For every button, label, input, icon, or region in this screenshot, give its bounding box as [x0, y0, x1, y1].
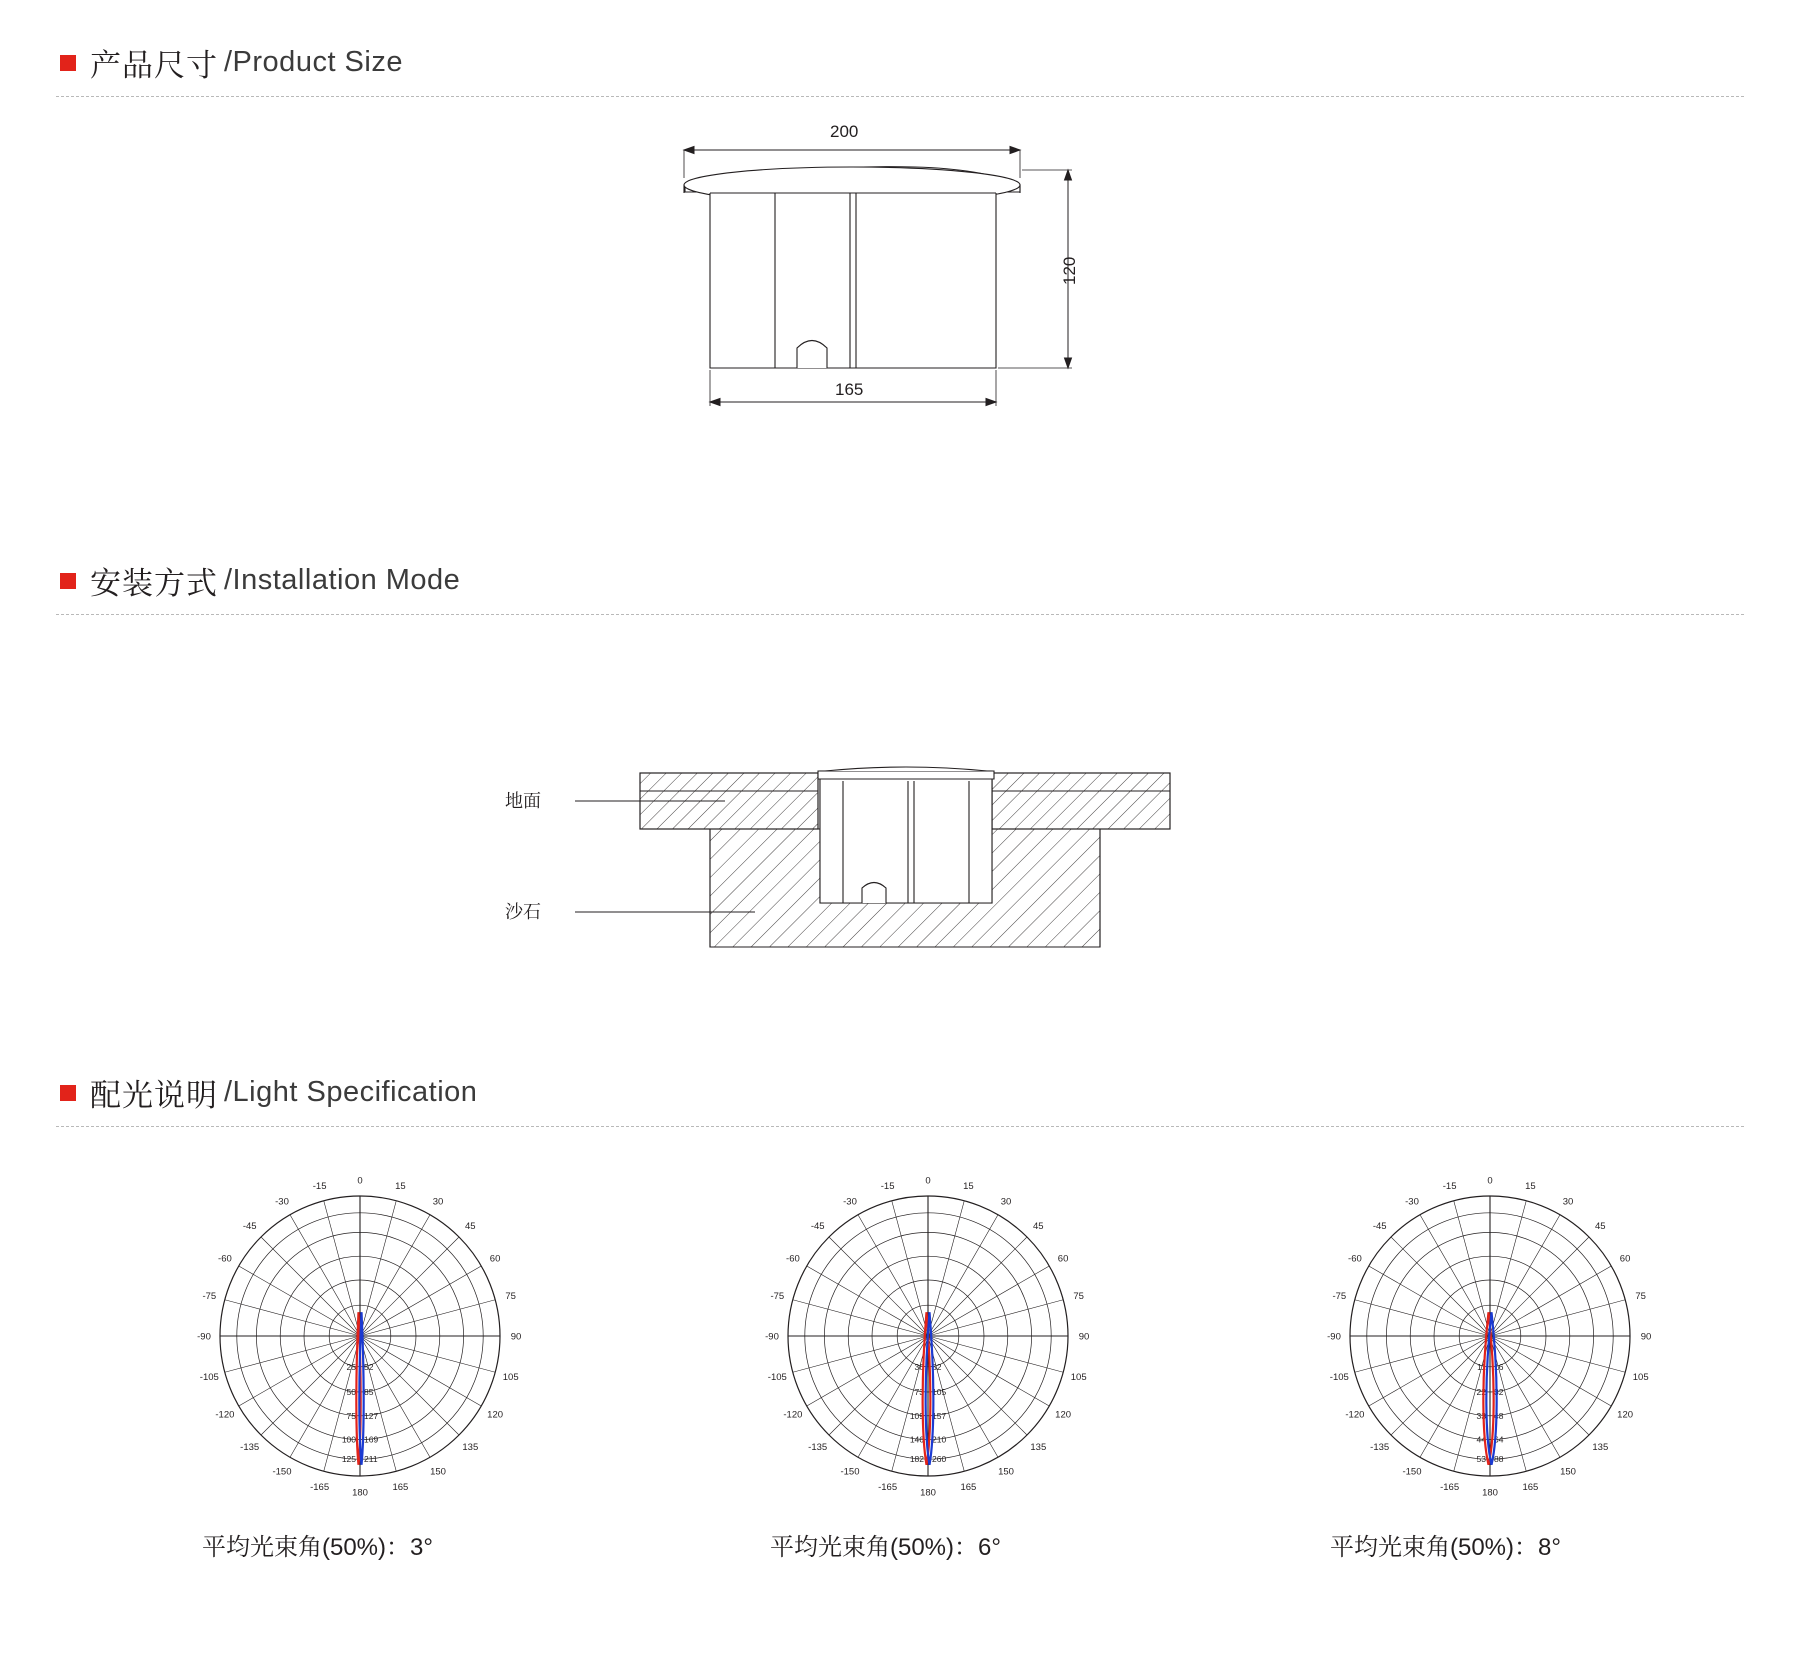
svg-text:-105: -105 — [1329, 1371, 1349, 1383]
svg-text:0: 0 — [357, 1175, 363, 1187]
svg-text:60: 60 — [1619, 1253, 1631, 1265]
installation-svg — [575, 755, 1235, 1025]
svg-text:210: 210 — [932, 1434, 947, 1445]
svg-text:45: 45 — [1033, 1221, 1044, 1233]
svg-text:150: 150 — [430, 1466, 446, 1478]
svg-text:-60: -60 — [1348, 1253, 1362, 1265]
svg-text:36: 36 — [914, 1361, 924, 1372]
svg-text:-135: -135 — [808, 1441, 828, 1453]
divider-product-size — [56, 96, 1744, 97]
svg-text:32: 32 — [1494, 1387, 1504, 1397]
svg-text:52: 52 — [932, 1361, 942, 1372]
svg-text:-105: -105 — [199, 1371, 219, 1383]
section-title-cn: 安装方式 — [90, 566, 218, 601]
product-size-drawing — [660, 122, 1120, 460]
section-title-cn: 产品尺寸 — [90, 48, 218, 83]
svg-text:25: 25 — [346, 1361, 356, 1372]
svg-text:182: 182 — [909, 1454, 924, 1465]
svg-text:30: 30 — [1562, 1196, 1574, 1208]
red-square-marker-icon — [60, 573, 76, 589]
polar-chart-1 — [180, 1168, 540, 1508]
svg-text:-75: -75 — [202, 1291, 217, 1303]
svg-text:90: 90 — [1078, 1331, 1090, 1343]
label-ground: 地面 — [505, 791, 541, 811]
svg-text:75: 75 — [1073, 1291, 1084, 1303]
svg-text:60: 60 — [1057, 1253, 1069, 1265]
svg-text:105: 105 — [1632, 1371, 1649, 1383]
section-header-product-size — [60, 40, 403, 85]
svg-text:135: 135 — [462, 1441, 479, 1453]
svg-text:-90: -90 — [1327, 1331, 1341, 1343]
svg-text:-75: -75 — [770, 1291, 785, 1303]
svg-text:-150: -150 — [272, 1466, 292, 1478]
svg-text:-150: -150 — [840, 1466, 860, 1478]
polar-chart-3 — [1310, 1168, 1670, 1508]
dimension-bottom-label: 165 — [835, 380, 864, 399]
svg-text:260: 260 — [932, 1454, 947, 1465]
svg-text:-15: -15 — [1442, 1180, 1457, 1192]
svg-text:64: 64 — [1494, 1434, 1504, 1445]
svg-text:88: 88 — [1494, 1454, 1504, 1465]
section-title-en: /Light Specification — [224, 1076, 478, 1108]
dimension-top-label: 200 — [830, 122, 859, 141]
svg-text:16: 16 — [1494, 1361, 1504, 1372]
svg-text:-45: -45 — [242, 1221, 257, 1233]
svg-text:0: 0 — [925, 1175, 931, 1187]
polar-diagram-svg-3 — [1310, 1168, 1670, 1508]
chart-caption-3: 平均光束角(50%)：8° — [1330, 1534, 1561, 1561]
svg-text:-165: -165 — [1440, 1482, 1460, 1494]
svg-text:-135: -135 — [1370, 1441, 1390, 1453]
section-header-installation-mode — [60, 558, 460, 603]
svg-text:-105: -105 — [767, 1371, 787, 1383]
svg-text:135: 135 — [1030, 1441, 1047, 1453]
svg-text:-30: -30 — [275, 1196, 289, 1208]
svg-text:-75: -75 — [1332, 1291, 1347, 1303]
svg-text:211: 211 — [364, 1454, 378, 1465]
svg-text:85: 85 — [364, 1387, 374, 1397]
svg-text:-90: -90 — [197, 1331, 211, 1343]
svg-text:-30: -30 — [1405, 1196, 1419, 1208]
svg-text:33: 33 — [1476, 1410, 1486, 1421]
svg-text:105: 105 — [932, 1387, 947, 1397]
svg-text:75: 75 — [1635, 1291, 1646, 1303]
red-square-marker-icon — [60, 1085, 76, 1101]
label-sand-gravel: 沙石 — [505, 902, 541, 922]
chart-caption-2: 平均光束角(50%)：6° — [770, 1534, 1001, 1561]
section-title-en: /Product Size — [224, 46, 403, 78]
polar-diagram-svg-1 — [180, 1168, 540, 1508]
svg-text:120: 120 — [1055, 1409, 1072, 1421]
svg-text:60: 60 — [489, 1253, 501, 1265]
svg-text:180: 180 — [920, 1487, 936, 1499]
svg-text:44: 44 — [1476, 1434, 1486, 1445]
polar-diagram-svg-2 — [748, 1168, 1108, 1508]
svg-text:48: 48 — [1494, 1410, 1504, 1421]
svg-text:45: 45 — [1595, 1221, 1606, 1233]
svg-text:-120: -120 — [783, 1409, 803, 1421]
svg-text:105: 105 — [502, 1371, 519, 1383]
section-title-en: /Installation Mode — [224, 564, 461, 596]
svg-text:53: 53 — [1476, 1454, 1486, 1465]
svg-text:-120: -120 — [1345, 1409, 1365, 1421]
svg-text:157: 157 — [932, 1410, 947, 1421]
polar-chart-2 — [748, 1168, 1108, 1508]
svg-text:165: 165 — [392, 1482, 409, 1494]
svg-text:30: 30 — [1000, 1196, 1012, 1208]
dimension-right-label: 120 — [1060, 256, 1079, 285]
svg-text:90: 90 — [1640, 1331, 1652, 1343]
svg-text:135: 135 — [1592, 1441, 1609, 1453]
installation-drawing — [505, 755, 1235, 1025]
svg-text:-90: -90 — [765, 1331, 779, 1343]
svg-text:127: 127 — [364, 1410, 379, 1421]
svg-text:-60: -60 — [218, 1253, 232, 1265]
svg-text:-150: -150 — [1402, 1466, 1422, 1478]
svg-text:120: 120 — [1617, 1409, 1634, 1421]
svg-text:180: 180 — [1482, 1487, 1498, 1499]
svg-text:125: 125 — [341, 1454, 356, 1465]
chart-caption-1: 平均光束角(50%)：3° — [202, 1534, 433, 1561]
svg-text:165: 165 — [1522, 1482, 1539, 1494]
svg-text:73: 73 — [914, 1387, 924, 1397]
svg-text:75: 75 — [346, 1410, 356, 1421]
svg-text:-135: -135 — [240, 1441, 260, 1453]
svg-text:-45: -45 — [810, 1221, 825, 1233]
svg-text:109: 109 — [909, 1410, 924, 1421]
svg-text:150: 150 — [998, 1466, 1014, 1478]
svg-text:-15: -15 — [312, 1180, 327, 1192]
svg-text:120: 120 — [487, 1409, 504, 1421]
svg-text:11: 11 — [1477, 1361, 1486, 1372]
svg-text:15: 15 — [1525, 1180, 1536, 1192]
svg-text:-30: -30 — [843, 1196, 857, 1208]
svg-text:165: 165 — [960, 1482, 977, 1494]
svg-text:90: 90 — [510, 1331, 522, 1343]
svg-text:15: 15 — [963, 1180, 974, 1192]
svg-text:146: 146 — [909, 1434, 924, 1445]
svg-text:-60: -60 — [786, 1253, 800, 1265]
section-header-light-specification — [60, 1070, 477, 1115]
product-size-svg — [660, 130, 1120, 460]
svg-text:-165: -165 — [878, 1482, 898, 1494]
divider-installation-mode — [56, 614, 1744, 615]
red-square-marker-icon — [60, 55, 76, 71]
svg-text:30: 30 — [432, 1196, 444, 1208]
svg-text:-165: -165 — [310, 1482, 330, 1494]
svg-text:150: 150 — [1560, 1466, 1576, 1478]
svg-text:105: 105 — [1070, 1371, 1087, 1383]
svg-text:0: 0 — [1487, 1175, 1493, 1187]
section-title-cn: 配光说明 — [90, 1078, 218, 1113]
svg-text:100: 100 — [341, 1434, 356, 1445]
svg-text:52: 52 — [364, 1361, 374, 1372]
svg-text:50: 50 — [346, 1387, 356, 1397]
svg-text:22: 22 — [1476, 1387, 1486, 1397]
svg-text:-15: -15 — [880, 1180, 895, 1192]
svg-text:75: 75 — [505, 1291, 516, 1303]
svg-text:-120: -120 — [215, 1409, 235, 1421]
svg-text:-45: -45 — [1372, 1221, 1387, 1233]
svg-text:45: 45 — [465, 1221, 476, 1233]
svg-text:180: 180 — [352, 1487, 368, 1499]
divider-light-specification — [56, 1126, 1744, 1127]
svg-text:169: 169 — [364, 1434, 379, 1445]
svg-text:15: 15 — [395, 1180, 406, 1192]
